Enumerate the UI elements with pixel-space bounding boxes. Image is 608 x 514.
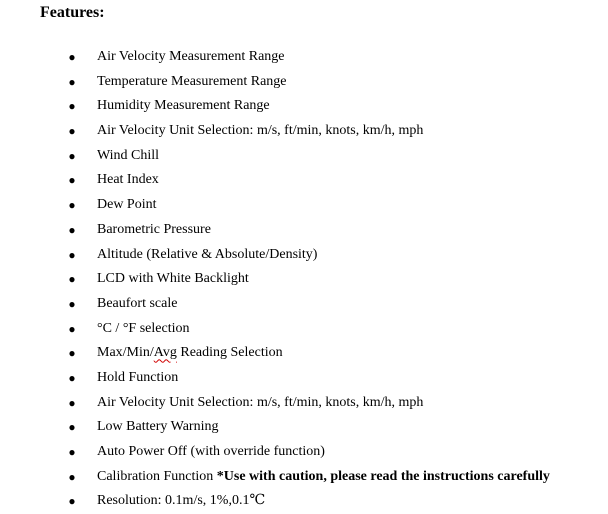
feature-text: Humidity Measurement Range (97, 98, 270, 114)
bullet-icon: ● (68, 321, 76, 336)
feature-text: Resolution: 0.1m/s, 1%,0.1℃ (97, 493, 266, 509)
bullet-icon: ● (68, 173, 76, 188)
bullet-icon: ● (68, 272, 76, 287)
bullet-icon: ● (68, 50, 76, 64)
feature-text: Altitude (Relative & Absolute/Density) (97, 246, 318, 262)
feature-text: Barometric Pressure (97, 221, 211, 237)
feature-text: Temperature Measurement Range (97, 73, 287, 89)
bullet-icon: ● (68, 74, 76, 89)
bullet-icon: ● (68, 148, 76, 163)
feature-text-prefix: Max/Min/ (97, 345, 154, 361)
feature-text: Air Velocity Measurement Range (97, 49, 285, 64)
feature-text: Dew Point (97, 197, 157, 213)
feature-text: °C / °F selection (97, 320, 190, 336)
bullet-icon: ● (68, 346, 76, 361)
bullet-icon: ● (68, 222, 76, 237)
feature-text: LCD with White Backlight (97, 271, 249, 287)
feature-text-label: Calibration Function (97, 468, 217, 484)
feature-text (97, 341, 283, 366)
feature-text-suffix: Reading Selection (176, 345, 283, 361)
bullet-icon: ● (68, 469, 76, 484)
feature-text (97, 465, 550, 490)
feature-text: Beaufort scale (97, 295, 178, 311)
bullet-icon: ● (68, 494, 76, 509)
feature-text: Low Battery Warning (97, 419, 219, 435)
feature-text: Hold Function (97, 369, 179, 385)
bullet-icon: ● (68, 247, 76, 262)
feature-text: Auto Power Off (with override function) (97, 444, 325, 459)
bullet-icon: ● (68, 370, 76, 385)
bullet-icon: ● (68, 296, 76, 311)
bullet-icon: ● (68, 198, 76, 213)
feature-text: Wind Chill (97, 147, 160, 163)
feature-text: Heat Index (97, 172, 159, 188)
feature-text: Air Velocity Unit Selection: m/s, ft/min, knots, km/h, mph (97, 394, 424, 410)
feature-text: Air Velocity Unit Selection: m/s, ft/min, knots, km/h, mph (97, 123, 424, 139)
spellcheck-word: Avg (153, 345, 177, 361)
bullet-icon: ● (68, 124, 76, 139)
caution-note: *Use with caution, please read the instructions carefully (216, 468, 550, 484)
bullet-icon: ● (68, 395, 76, 410)
bullet-icon: ● (68, 445, 76, 459)
bullet-icon: ● (68, 420, 76, 435)
bullet-icon: ● (68, 99, 76, 114)
features-heading: Features: (40, 4, 105, 21)
